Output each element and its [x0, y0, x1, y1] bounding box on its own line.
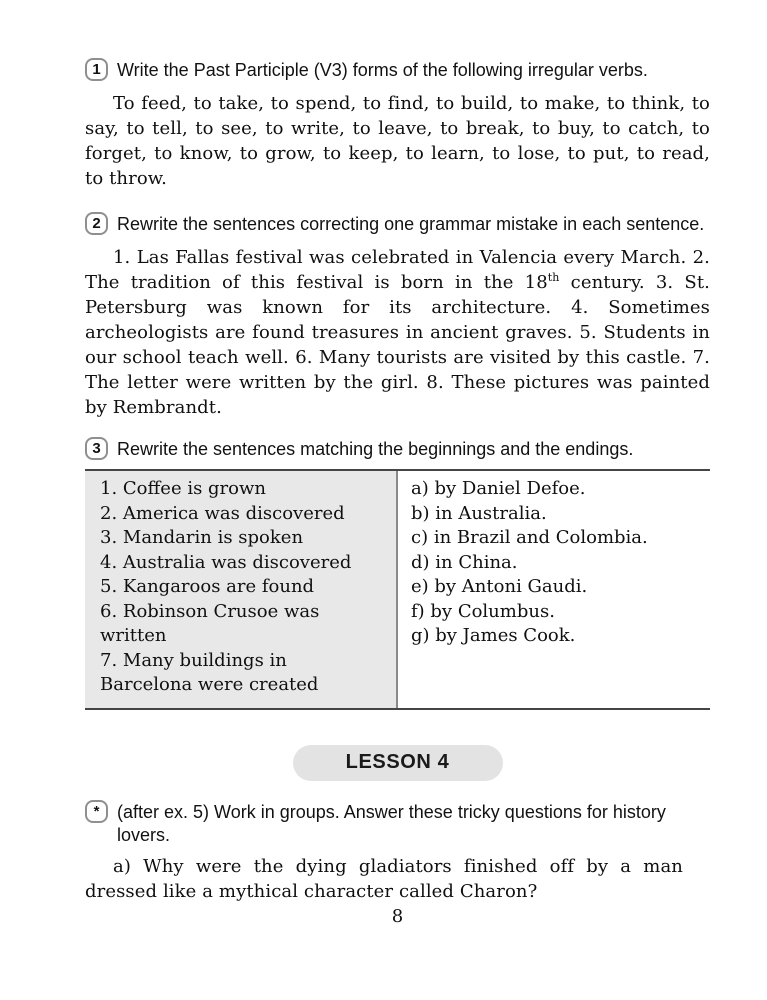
table-line: 6. Robinson Crusoe was [100, 600, 320, 622]
exercise-2-instruction: Rewrite the sentences correcting one grammar mistake in each sentence. [117, 214, 705, 234]
exercise-2-body-text: 1. Las Fallas festival was celebrated in Valencia every March. 2. The tradition of this festival is born in the 18 [85, 247, 710, 293]
table-line: 2. America was discovered [100, 502, 345, 524]
table-line: f) by Columbus. [411, 600, 555, 622]
table-line: d) in China. [411, 551, 518, 573]
table-line: written [100, 625, 167, 646]
page-content [85, 58, 710, 927]
table-line: g) by James Cook. [411, 625, 576, 646]
question-a: a) Why were the dying gladiators finished off by a man dressed like a mythical character called Charon? [85, 855, 683, 902]
exercise-2-header [85, 212, 710, 236]
exercise-3-number-badge: 3 [85, 437, 108, 460]
ordinal-superscript: th [547, 271, 560, 284]
exercise-2-body [85, 245, 710, 420]
table-line: 5. Kangaroos are found [100, 576, 315, 597]
matching-table-beginnings-column [85, 471, 398, 708]
table-line: b) in Australia. [411, 502, 547, 524]
lesson-4-banner: LESSON 4 [293, 745, 503, 781]
table-line: 3. Mandarin is spoken [100, 527, 304, 548]
table-line: 1. Coffee is grown [100, 478, 266, 499]
exercise-1-header [85, 58, 710, 82]
star-exercise-header [85, 800, 710, 847]
page-number: 8 [391, 905, 404, 927]
star-exercise-instruction: (after ex. 5) Work in groups. Answer these tricky questions for history lovers. [117, 801, 666, 845]
table-line: c) in Brazil and Colombia. [411, 527, 648, 548]
matching-table-endings-column [398, 471, 710, 708]
star-exercise-badge: * [85, 800, 108, 823]
table-line: Barcelona were created [100, 674, 319, 695]
exercise-1-instruction: Write the Past Participle (V3) forms of the following irregular verbs. [117, 60, 648, 80]
exercise-2-body-text-cont: century. 3. St. Petersburg was known for its architecture. 4. Sometimes archeologists are found treasures in ancient graves. 5. Students in our school teach well. 6. Many tourists are visited by this castle. 7. The letter were written by the girl. 8. These pictures was painted by Rembrandt. [85, 272, 710, 418]
exercise-1-body: To feed, to take, to spend, to find, to build, to make, to think, to say, to tell, to see, to write, to leave, to break, to buy, to catch, to forget, to know, to grow, to keep, to learn, to lose, to put, to read, to throw. [85, 93, 710, 189]
table-line: e) by Antoni Gaudi. [411, 576, 588, 597]
exercise-3-header [85, 437, 710, 461]
exercise-1-number-badge: 1 [85, 58, 108, 81]
exercise-3-instruction: Rewrite the sentences matching the beginnings and the endings. [117, 439, 634, 459]
table-line: a) by Daniel Defoe. [411, 478, 586, 499]
table-line: 7. Many buildings in [100, 649, 287, 671]
table-line: 4. Australia was discovered [100, 551, 352, 573]
exercise-2-number-badge: 2 [85, 212, 108, 235]
matching-table [85, 469, 710, 710]
